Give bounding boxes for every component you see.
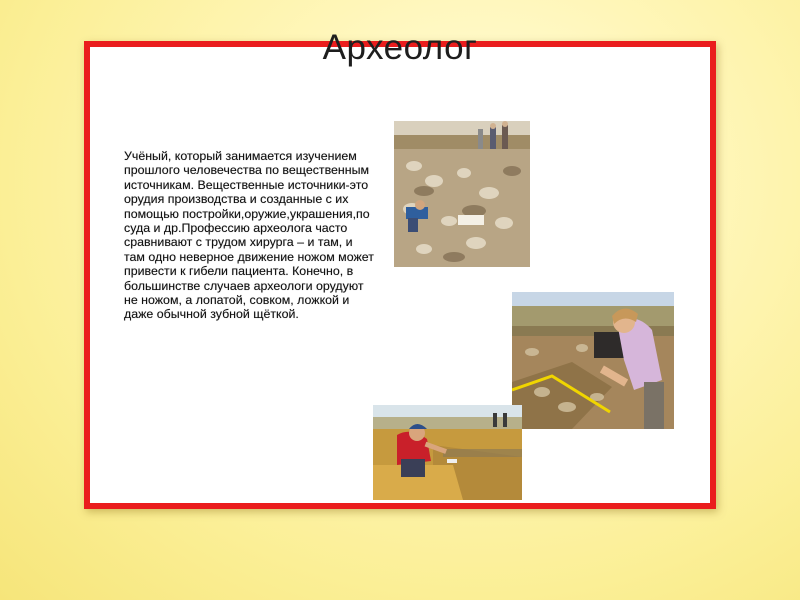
slide-body-text: Учёный, который занимается изучением прошлого человечества по вещественным источникам. Вещественные источники-это орудия производства и созданные с их помощью постройки,оружие,украшения,по суда и др.Профессию археолога часто сравнивают с трудом хирурга – и там, и там одно неверное движение ножом может привести к гибели пациента. Конечно, в большинстве случаев археологи орудуют не ножом, а лопатой, совком, ложкой и даже обычной зубной щёткой. <box>124 149 374 322</box>
excavation-site-photo <box>394 121 530 267</box>
archaeologist-woman-digging-photo <box>512 292 674 429</box>
archaeologist-man-trench-photo <box>373 405 522 500</box>
slide-title: Археолог <box>322 28 478 67</box>
